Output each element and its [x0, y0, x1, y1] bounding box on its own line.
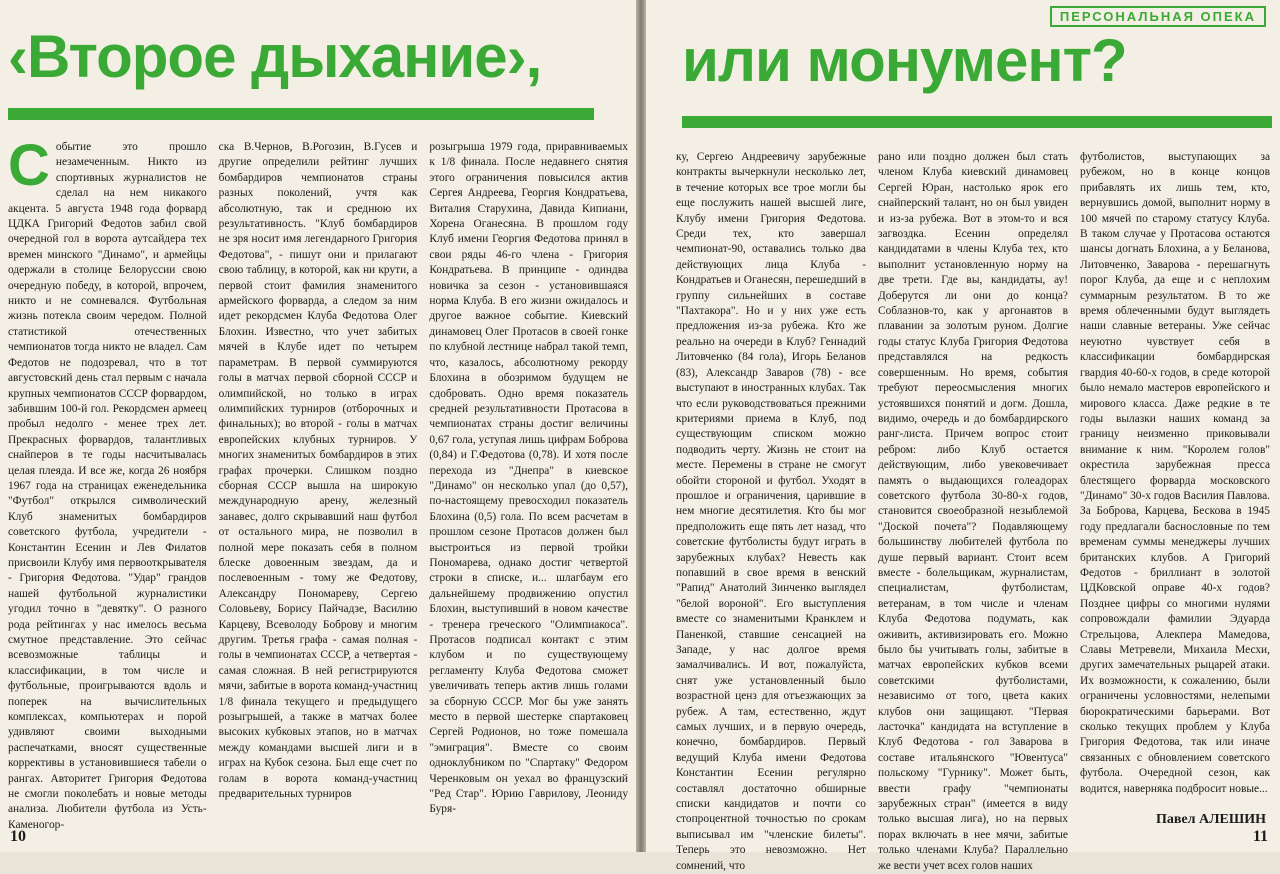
left-columns	[8, 133, 629, 831]
headline-right: или монумент?	[682, 27, 1127, 94]
headline-underline-right	[682, 116, 1272, 128]
column-text: ку, Сергею Андреевичу зарубежные контракты вычеркнули несколько лет, в течение которых все трое могли бы еще послужить нашей высшей лиге, Клубу имени Григория Федотова. Среди тех, кто завершал чемпионат-90, оставались только два действующих лица Клуба - Кондратьев и Оганесян, перешедший в группу сильнейших в составе "Пахтакора". Но и у них уже есть предложения из-за рубежа. Кто же реально на очереди в Клуб? Геннадий Литовченко (84 гола), Игорь Беланов (83), Александр Заваров (78) - все выступают в иностранных клубах. Так что если руководствоваться прежними критериями приема в Клуб, под существующим списком можно подводить черту. Жизнь не стоит на месте. Перемены в стране не смогут обойти стороной и футбол. Уходят в прошлое и ограничения, царившие в нем многие десятилетия. Кто бы мог предположить еще пять лет назад, что советские футболисты будут играть в зарубежных клубах? Невесть как попавший в свое время в венский "Рапид" Анатолий Зинченко выглядел "белой вороной". Его выступления вместе со знаменитыми Кранклем и Паненкой, ставшие сенсацией на Западе, у нас долгое время замалчивались. И вот, пожалуйста, снят уже установленный было возрастной ценз для отъезжающих за рубеж. А там, естественно, ждут самых лучших, и в первую очередь, конечно, бомбардиров. Первый ведущий Клуба имени Федотова Константин Есенин регулярно составлял достаточно обширные списки кандидатов и почти со стопроцентной точностью по срокам выписывал им "членские билеты". Теперь это невозможно. Нет сомнений, что	[676, 151, 866, 872]
headline-underline-left	[8, 108, 594, 120]
column-text: рано или поздно должен был стать членом Клуба киевский динамовец Сергей Юран, настолько ярок его снайперский талант, но он был увиден и из-за рубежа. Вот в этом-то и вся загвоздка. Есенин определял кандидатами в члены Клуба тех, кто выполнит установленную норму на две трети. Где вы, кандидаты, ау! Доберутся ли они до конца? Соблазнов-то, как у аргонавтов в плавании за золотым руном. Долгие годы статус Клуба Григория Федотова представлялся на редкость совершенным. Но время, события требуют переосмысления многих устоявшихся понятий и догм. Дошла, видимо, очередь и до бомбардирского ранг-листа. Причем вопрос стоит ребром: либо Клуб остается действующим, либо увековечивает память о выдающихся голеадорах советского футбола 30-80-х годов, становится своеобразной незыблемой "Доской почета"? Подавляющему большинству любителей футбола по душе первый вариант. Стоит всем вместе - болельщикам, журналистам, специалистам, футболистам, ветеранам, в том числе и членам Клуба Федотова подумать, как оживить, активизировать его. Можно было бы учитывать голы, забитые в матчах европейских кубков всеми советскими футболистами, независимо от того, цвета каких клубов они защищают. "Первая ласточка" кандидата на вступление в Клуб Федотова - гол Заварова в составе итальянского "Ювентуса" польскому "Гурнику". Может быть, ввести графу "чемпионаты зарубежных стран" (имеется в виду только высшая лига), но на первых порах включать в нее мячи, забитые только членами Клуба? Параллельно же вести учет всех голов наших	[878, 151, 1068, 872]
column-text: розыгрыша 1979 года, приравниваемых к 1/8 финала. После недавнего снятия этого ограничения повысился актив Сергея Андреева, Георгия Кондратьева, Виталия Старухина, Давида Кипиани, Хорена Оганесяна. В прошлом году Клуб имени Георгия Федотова принял в свои ряды 46-го члена - Григория Кондратьева. В принципе - одиндва новичка за сезон - установившаяся норма Клуба. В его жизни ожидалось и другое важное событие. Киевский динамовец Олег Протасов в своей гонке по клубной лестнице набрал такой темп, что, казалось, абсолютному рекорду Блохина в обозримом будущем не сдобровать. Одно время показатель средней результативности Протасова в чемпионатах страны достиг величины 0,67 гола, уступая лишь цифрам Боброва (0,84) и Г.Федотова (0,78). И хотя после перехода из "Днепра" в киевское "Динамо" он несколько упал (до 0,57), по-настоящему превосходил показатель Блохина (0,5) гола. По всем расчетам в прошлом сезоне Протасов должен был выстроиться из первой тройки Пономарева, однако достиг четвертой строки в списке, и... шлагбаум его дальнейшему продвижению опустил Блохин, выступивший в новом качестве - тренера греческого "Олимпиакоса". Протасов подписал контакт с этим клубом и по существующему регламенту Клуба Федотова сможет увеличивать теперь актив лишь голами за сборную СССР. Мог бы уже занять место в первой шестерке спартаковец Сергей Родионов, но тоже помешала "эмиграция". Вместе со своим одноклубником по "Спартаку" Федором Черенковым он уехал во французский "Ред Стар". Юрию Гаврилову, Леониду Буря-	[429, 141, 629, 816]
column-text: футболистов, выступающих за рубежом, но в конце концов прибавлять их лишь тем, кто, вернувшись домой, выполнит норму в 100 мячей по старому статусу Клуба. В таком случае у Протасова остаются шансы догнать Блохина, а у Беланова, Литовченко, Заварова - перешагнуть порог Клуба, да еще и с неплохим суммарным результатом. В то же время облеченными будут выглядеть наши славные ветераны. Уже сейчас неуютно чувствует себя в классификации бомбардирская гвардия 40-60-х годов, в среде которой было немало мастеров европейского и мирового класса. Даже редкие в те годы вылазки наших команд за границу неизменно приковывали внимание к ним. "Королем голов" окрестила зарубежная пресса блестящего форварда московского "Динамо" 30-х годов Василия Павлова. За Боброва, Карцева, Бескова в 1945 году предлагали баснословные по тем временам суммы менеджеры лучших британских клубов. А Григорий Федотов - бриллиант в золотой ЦДКовской оправе 40-х годов? Позднее цифры со многими нулями сопровождали фамилии Эдуарда Стрельцова, Алекпера Мамедова, Славы Метревели, Михаила Месхи, других замечательных рыцарей атаки. Их возможности, к сожалению, были ограничены условностями, нелепыми бюрократическими барьерами. Вот сколько текущих проблем у Клуба Григория Федотова, так или иначе связанных с обновлением советского футбола. Очередной сезон, как водится, наверняка подбросит новые...	[1080, 151, 1270, 795]
article-column-1	[8, 133, 207, 831]
article-column-2	[219, 140, 418, 822]
article-column-3	[429, 140, 628, 822]
drop-cap: С	[8, 133, 50, 198]
author-byline: Павел АЛЕШИН	[1155, 812, 1266, 827]
page-number-right: 11	[1252, 828, 1268, 845]
article-column-6	[1080, 150, 1270, 822]
article-column-5	[878, 150, 1068, 872]
column-text: обытие это прошло незамеченным. Никто из спортивных журналистов не сделал на нем никакого акцента. 5 августа 1948 года форвард ЦДКА Григорий Федотов забил свой очередной гол в ворота аутсайдера тех времен минского "Динамо", и армейцы одержали в столице Белоруссии свою очередную победу, в которой, впрочем, никто и не сомневался. Футбольная жизнь потекла своим чередом. Полной статистикой отечественных чемпионатов тогда никто не владел. Сам Федотов не подозревал, что в тот августовский день стал первым с начала крупных чемпионатов СССР форвардом, забившим 100-й гол. Рекордсмен армеец пробыл недолго - менее трех лет. Прекрасных форвардов, талантливых снайперов в те годы насчитывалась целая плеяда. И все же, когда 26 ноября 1967 года на страницах еженедельника "Футбол" открылся символический Клуб знаменитых бомбардиров советского футбола, учредители - Константин Есенин и Лев Филатов присвоили Клубу имя первооткрывателя - Григория Федотова. "Удар" грандов нашей футбольной журналистики угодил точно в "девятку". О разного рода рейтингах у нас имелось весьма смутное представление. Это сейчас всевозможные таблицы и классификации, в том числе и футбольные, проигрываются вдоль и поперек на вычислительных комплексах, компьютерах и порой удивляют своими выходными распечатками, вносят существенные коррективы в установившиеся табели о рангах. Авторитет Григория Федотова не смогли поколебать и новые методы анализа. Любители футбола из Усть-Каменогор-	[8, 141, 207, 831]
headline-left: ‹Второе дыхание›,	[8, 23, 542, 90]
right-page	[646, 0, 1280, 872]
left-page	[0, 0, 636, 852]
column-text: ска В.Чернов, В.Рогозин, В.Гусев и другие определили рейтинг лучших бомбардиров чемпионатов страны разных поколений, учтя как абсолютную, так и среднюю их результативность. "Клуб бомбардиров не зря носит имя легендарного Григория Федотова", - пишут они и прилагают свою таблицу, в которой, как ни крути, а первой стоит фамилия знаменитого армейского форварда, а следом за ним идет рекордсмен Клуба Федотова Олег Блохин. Известно, что учет забитых мячей в Клубе идет по четырем параметрам. В первой суммируются голы в матчах первой сборной СССР и олимпийской, но только в играх олимпийских турниров (отборочных и финальных); во второй - голы в матчах европейских клубных турниров. У многих знаменитых бомбардиров в этих графах прочерки. Слишком поздно сборная СССР вышла на широкую международную арену, железный занавес, долго скрывавший наш футбол от остального мира, не позволил в полной мере показать себя в полном блеске довоенным звездам, да и послевоенным - тому же Федотову, Александру Пономареву, Сергею Соловьеву, Борису Пайчадзе, Василию Карцеву, Всеволоду Боброву и многим другим. Третья графа - самая полная - голы в чемпионатах СССР, а четвертая - самая сложная. В ней регистрируются мячи, забитые в ворота команд-участниц 1/8 финала текущего и предыдущего розыгрышей, а также в матчах более высоких кубковых этапов, но в матчах между командами высшей лиги и в играх на Кубок сезона. Был еще счет по голам в ворота команд-участниц предварительных турниров	[218, 141, 418, 801]
page-gutter	[636, 0, 646, 852]
rubric-label: ПЕРСОНАЛЬНАЯ ОПЕКА	[1050, 6, 1266, 27]
article-column-4	[676, 150, 866, 872]
page-number-left: 10	[10, 828, 26, 845]
